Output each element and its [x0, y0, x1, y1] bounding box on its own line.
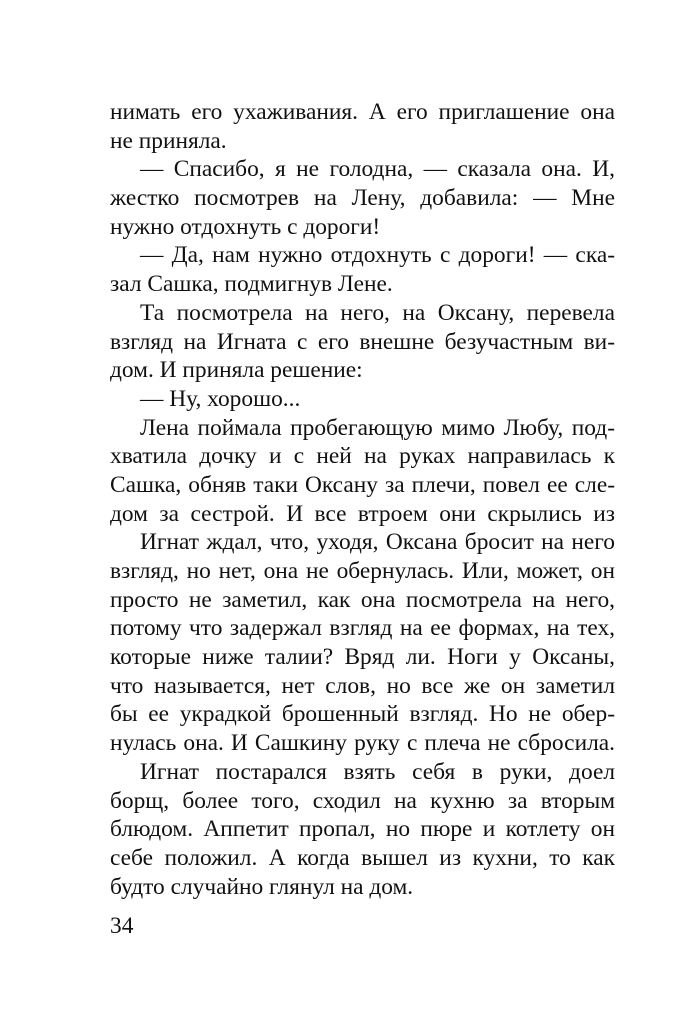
text-line: Игнат постарался взять себя в руки, доел [140, 758, 615, 785]
text-line: жестко посмотрев на Лену, добавила: — Мне [110, 185, 615, 212]
text-line: — Ну, хорошо... [140, 385, 301, 412]
text-line: нулась она. И Сашкину руку с плеча не сбросила. [110, 730, 615, 757]
text-line: просто не заметил, как она посмотрела на него, [110, 586, 615, 613]
text-line: Игнат ждал, что, уходя, Оксана бросит на него [140, 529, 615, 556]
text-line: бы ее украдкой брошенный взгляд. Но не обер- [110, 701, 615, 728]
text-line: зал Сашка, подмигнув Лене. [110, 271, 393, 298]
text-line: Сашка, обняв таки Оксану за плечи, повел ее сле- [110, 471, 615, 498]
text-line: — Да, нам нужно отдохнуть с дороги! — ска- [140, 242, 615, 269]
text-line: потому что задержал взгляд на ее формах, на тех, [110, 615, 615, 642]
text-line: Та посмотрела на него, на Оксану, перевела [140, 299, 615, 326]
text-line: блюдом. Аппетит пропал, но пюре и котлету он [110, 816, 615, 843]
text-line: будто случайно глянул на дом. [110, 873, 414, 900]
text-line: взгляд на Игната с его внешне безучастным ви- [110, 328, 615, 355]
text-line: хватила дочку и с ней на руках направилась к [110, 443, 615, 470]
text-line: не приняла. [110, 127, 227, 154]
text-line: — Спасибо, я не голодна, — сказала она. И, [140, 156, 615, 183]
text-line: себе положил. А когда вышел из кухни, то как [110, 844, 615, 871]
body-text [110, 98, 615, 901]
text-line: что называется, нет слов, но все же он заметил [110, 672, 615, 699]
text-line: которые ниже талии? Вряд ли. Ноги у Оксаны, [110, 644, 615, 671]
text-line: дом. И приняла решение: [110, 357, 363, 384]
text-line: дом за сестрой. И все втроем они скрылись из [110, 500, 615, 527]
text-line: взгляд, но нет, она не обернулась. Или, может, он [110, 558, 615, 584]
text-line: нужно отдохнуть с дороги! [110, 213, 381, 240]
text-line: нимать его ухаживания. А его приглашение она [110, 99, 615, 125]
page-number: 34 [110, 913, 134, 939]
text-line: Лена поймала пробегающую мимо Любу, под- [140, 414, 615, 441]
text-line: борщ, более того, сходил на кухню за вторым [110, 787, 615, 814]
